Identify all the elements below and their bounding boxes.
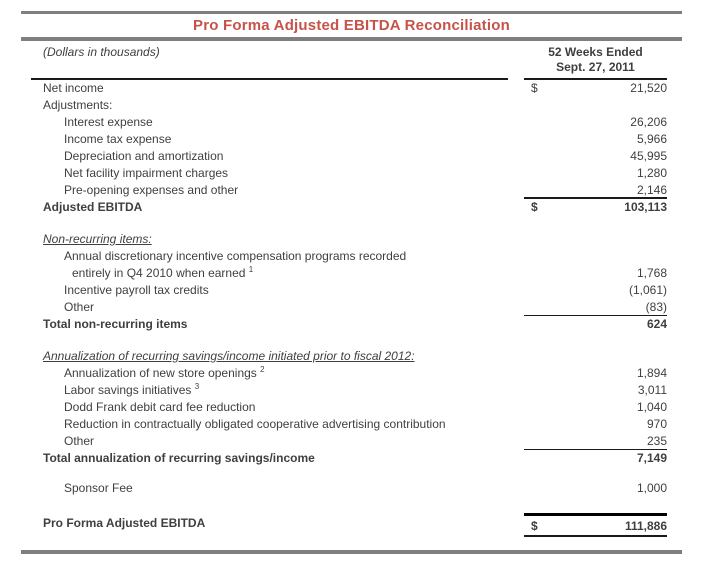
row-value: 1,280 xyxy=(636,166,667,180)
row-pro-forma-adjusted-ebitda xyxy=(21,513,682,537)
row-label: Adjustments: xyxy=(43,98,113,112)
row-value: 1,768 xyxy=(636,266,667,280)
row-net-facility-impairment xyxy=(21,165,682,182)
row-label: entirely in Q4 2010 when earned $^1$ xyxy=(72,265,254,280)
units-note: (Dollars in thousands) xyxy=(31,41,508,80)
footnote-superscript-1: 1 xyxy=(248,265,254,274)
row-sponsor-fee xyxy=(21,480,682,497)
row-label: Depreciation and amortization xyxy=(64,149,224,163)
footnote-superscript-2: 2 xyxy=(260,365,265,374)
row-interest-expense xyxy=(21,114,682,131)
row-pre-opening-expenses xyxy=(21,182,682,199)
row-adjusted-ebitda xyxy=(21,199,682,216)
row-label: Interest expense xyxy=(64,115,153,129)
footnote-superscript-3: 3 xyxy=(194,382,200,391)
row-value: 2,146 xyxy=(524,182,667,199)
row-label: Sponsor Fee xyxy=(64,481,133,495)
table-header-row xyxy=(21,41,682,80)
row-labor-savings-initiatives xyxy=(21,382,682,399)
spacer xyxy=(21,467,682,480)
row-value: 1,000 xyxy=(636,481,667,495)
period-line-2: Sept. 27, 2011 xyxy=(556,60,635,74)
row-total-non-recurring xyxy=(21,316,682,333)
row-value: 1,040 xyxy=(636,400,667,414)
row-adjustments-heading xyxy=(21,97,682,114)
row-label: Pro Forma Adjusted EBITDA xyxy=(43,516,206,530)
row-cooperative-advertising-reduction xyxy=(21,416,682,433)
row-value: (83) xyxy=(524,299,667,316)
dollar-sign: $ xyxy=(531,200,538,214)
row-value: (1,061) xyxy=(628,283,667,297)
row-value: 26,206 xyxy=(630,115,667,129)
row-value: $ 103,113 xyxy=(524,199,667,216)
row-label: Net facility impairment charges xyxy=(64,166,229,180)
row-label: Other xyxy=(64,434,95,448)
section-heading-non-recurring xyxy=(21,231,682,248)
row-label: Income tax expense xyxy=(64,132,172,146)
spacer xyxy=(21,333,682,348)
row-depreciation-amortization xyxy=(21,148,682,165)
bottom-rule xyxy=(21,550,682,554)
row-new-store-openings xyxy=(21,365,682,382)
section-heading-label: Annualization of recurring savings/income initiated prior to fiscal 2012: xyxy=(43,349,415,363)
row-incentive-payroll-tax-credits xyxy=(21,282,682,299)
row-label: Pre-opening expenses and other xyxy=(64,183,239,197)
row-value: 970 xyxy=(646,417,667,431)
row-label: Incentive payroll tax credits xyxy=(64,283,209,297)
spacer xyxy=(21,216,682,231)
period-column-header xyxy=(524,41,667,80)
row-value: 5,966 xyxy=(636,132,667,146)
row-label: Adjusted EBITDA xyxy=(43,200,143,214)
row-total-annualization xyxy=(21,450,682,467)
row-label: Annual discretionary incentive compensation programs recorded xyxy=(64,249,407,263)
financial-statement xyxy=(21,0,682,554)
row-label: Total non-recurring items xyxy=(43,317,188,331)
row-value: $ 111,886 xyxy=(524,513,667,537)
row-value: 235 xyxy=(524,433,667,450)
row-label: Dodd Frank debit card fee reduction xyxy=(64,400,256,414)
page-title: Pro Forma Adjusted EBITDA Reconciliation xyxy=(193,17,510,34)
row-value: 7,149 xyxy=(636,451,667,465)
row-annual-discretionary-line1 xyxy=(21,248,682,265)
row-annual-discretionary-line2 xyxy=(21,265,682,282)
dollar-sign: $ xyxy=(531,519,538,533)
row-value: 45,995 xyxy=(630,149,667,163)
row-label: Reduction in contractually obligated cooperative advertising contribution xyxy=(64,417,446,431)
row-value: 1,894 xyxy=(636,366,667,380)
row-label: Net income xyxy=(43,81,104,95)
period-line-1: 52 Weeks Ended xyxy=(548,45,643,59)
row-value: $ 21,520 xyxy=(524,80,667,97)
row-other-annualization xyxy=(21,433,682,450)
row-label: Total annualization of recurring savings/income xyxy=(43,451,315,465)
row-net-income xyxy=(21,80,682,97)
dollar-sign: $ xyxy=(531,81,538,95)
row-other-non-recurring xyxy=(21,299,682,316)
row-income-tax-expense xyxy=(21,131,682,148)
row-value: 3,011 xyxy=(637,383,667,397)
row-value: 624 xyxy=(646,317,667,331)
row-label: Labor savings initiatives $^3$ xyxy=(64,382,200,397)
row-label: Other xyxy=(64,300,95,314)
section-heading-annualization xyxy=(21,348,682,365)
row-label: Annualization of new store openings $^2$ xyxy=(64,365,265,380)
table-body xyxy=(21,80,682,537)
section-heading-label: Non-recurring items: xyxy=(43,232,152,246)
row-dodd-frank-fee-reduction xyxy=(21,399,682,416)
spacer xyxy=(21,497,682,513)
